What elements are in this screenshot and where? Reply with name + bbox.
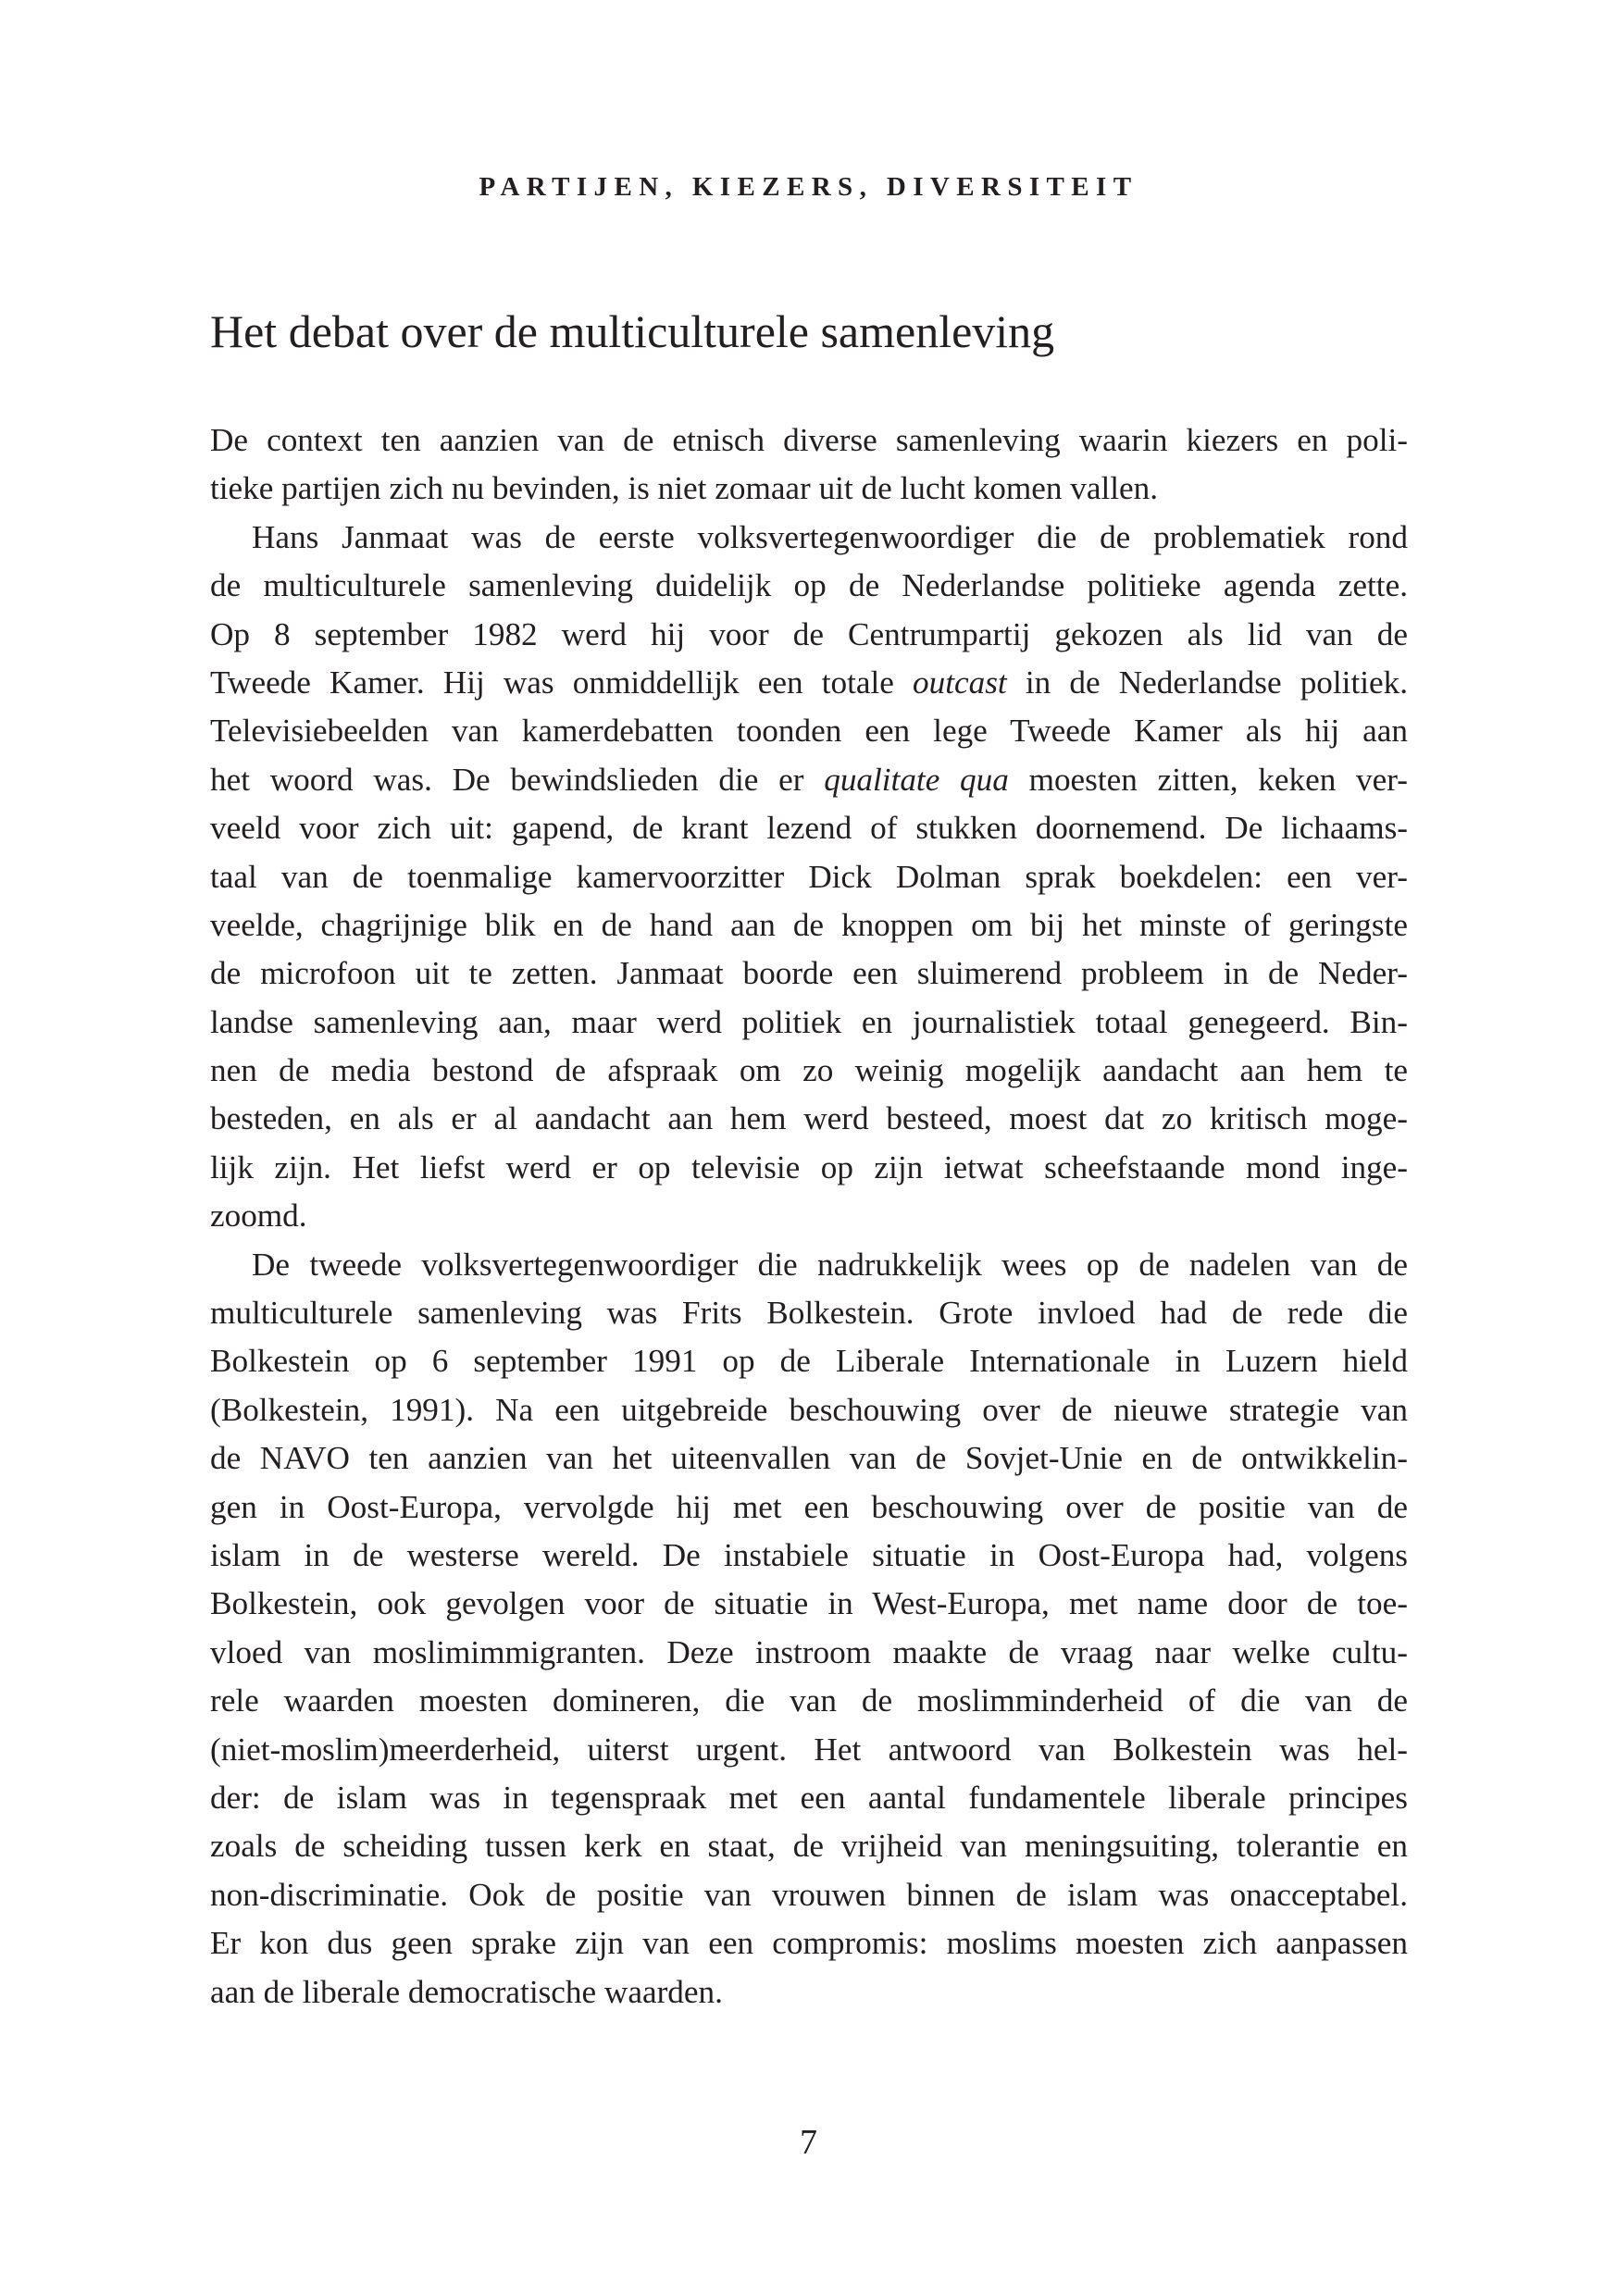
body-line: de microfoon uit te zetten. Janmaat boorde een sluimerend probleem in de Neder- xyxy=(210,955,1408,992)
body-line: nen de media bestond de afspraak om zo weinig mogelijk aandacht aan hem te xyxy=(210,1052,1408,1089)
page-number: 7 xyxy=(800,2123,817,2162)
body-line: De tweede volksvertegenwoordiger die nadrukkelijk wees op de nadelen van de xyxy=(252,1246,1408,1283)
body-line xyxy=(210,659,1408,707)
body-line: besteden, en als er al aandacht aan hem werd besteed, moest dat zo kritisch moge- xyxy=(210,1100,1408,1137)
body-line: Hans Janmaat was de eerste volksvertegenwoordiger die de problematiek rond xyxy=(252,518,1408,555)
body-line: Bolkestein op 6 september 1991 op de Liberale Internationale in Luzern hield xyxy=(210,1343,1408,1380)
body-line: islam in de westerse wereld. De instabiele situatie in Oost-Europa had, volgens xyxy=(210,1536,1408,1573)
body-line: de NAVO ten aanzien van het uiteenvallen van de Sovjet-Unie en de ontwikkelin- xyxy=(210,1440,1408,1477)
body-line: tieke partijen zich nu bevinden, is niet zomaar uit de lucht komen vallen. xyxy=(210,470,1159,507)
body-line: non-discriminatie. Ook de positie van vrouwen binnen de islam was onacceptabel. xyxy=(210,1876,1408,1913)
body-line: de multiculturele samenleving duidelijk op de Nederlandse politieke agenda zette. xyxy=(210,567,1408,604)
body-line: der: de islam was in tegenspraak met een aantal fundamentele liberale principes xyxy=(210,1779,1408,1816)
body-line: taal van de toenmalige kamervoorzitter Dick Dolman sprak boekdelen: een ver- xyxy=(210,858,1408,895)
italic-term: outcast xyxy=(913,664,1007,701)
body-line: veeld voor zich uit: gapend, de krant lezend of stukken doornemend. De lichaams- xyxy=(210,810,1408,847)
body-line: multiculturele samenleving was Frits Bolkestein. Grote invloed had de rede die xyxy=(210,1295,1408,1332)
body-line: zoals de scheiding tussen kerk en staat, de vrijheid van meningsuiting, tolerantie en xyxy=(210,1828,1408,1865)
body-line: De context ten aanzien van de etnisch diverse samenleving waarin kiezers en poli- xyxy=(210,422,1408,458)
body-line: rele waarden moesten domineren, die van de moslimminderheid of die van de xyxy=(210,1682,1408,1719)
line-text: het woord was. De bewindslieden die er xyxy=(210,761,825,798)
body-line: Bolkestein, ook gevolgen voor de situatie in West-Europa, met name door de toe- xyxy=(210,1585,1408,1622)
body-line: veelde, chagrijnige blik en de hand aan de knoppen om bij het minste of geringste xyxy=(210,906,1408,943)
body-line: vloed van moslimimmigranten. Deze instroom maakte de vraag naar welke cultu- xyxy=(210,1633,1408,1670)
body-line: Op 8 september 1982 werd hij voor de Centrumpartij gekozen als lid van de xyxy=(210,615,1408,652)
body-line: Er kon dus geen sprake zijn van een compromis: moslims moesten zich aanpassen xyxy=(210,1925,1408,1962)
body-line: (niet-moslim)meerderheid, uiterst urgent. Het antwoord van Bolkestein was hel- xyxy=(210,1731,1408,1768)
section-title: Het debat over de multiculturele samenleving xyxy=(210,305,1055,357)
body-line: Televisiebeelden van kamerdebatten toonden een lege Tweede Kamer als hij aan xyxy=(210,713,1408,750)
line-text: Tweede Kamer. Hij was onmiddellijk een totale xyxy=(210,664,914,701)
line-text: in de Nederlandse politiek. xyxy=(1006,664,1409,701)
body-line: zoomd. xyxy=(210,1198,307,1235)
running-head: PARTIJEN, KIEZERS, DIVERSITEIT xyxy=(479,172,1138,202)
body-line: gen in Oost-Europa, vervolgde hij met een beschouwing over de positie van de xyxy=(210,1488,1408,1525)
body-line xyxy=(210,756,1408,804)
italic-term: qualitate qua xyxy=(824,761,1009,798)
body-line: lijk zijn. Het liefst werd er op televisie op zijn ietwat scheefstaande mond inge- xyxy=(210,1148,1408,1185)
body-line: aan de liberale democratische waarden. xyxy=(210,1973,723,2010)
body-line: landse samenleving aan, maar werd politiek en journalistiek totaal genegeerd. Bin- xyxy=(210,1003,1408,1040)
line-text: moesten zitten, keken ver- xyxy=(1008,761,1408,798)
body-text xyxy=(210,416,1408,2017)
body-line: (Bolkestein, 1991). Na een uitgebreide beschouwing over de nieuwe strategie van xyxy=(210,1391,1408,1428)
